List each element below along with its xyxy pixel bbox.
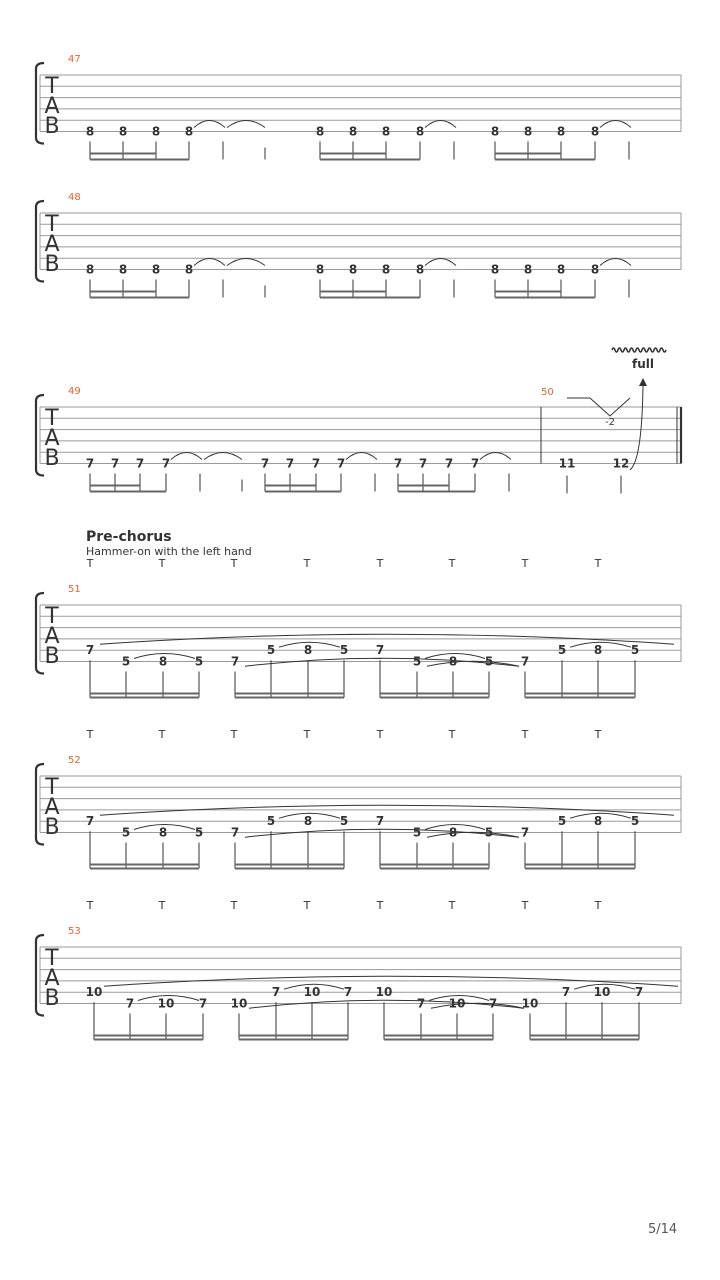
fret-number: 10 [593, 985, 611, 1000]
tap-mark: T [521, 899, 529, 912]
fret-number: 5 [630, 814, 640, 829]
tap-mark: T [594, 728, 602, 741]
measure-number: 53 [68, 926, 81, 937]
fret-number: 8 [415, 262, 425, 277]
tab-clef-letter: B [44, 114, 60, 139]
fret-number: 8 [556, 124, 566, 139]
fret-number: 8 [590, 262, 600, 277]
fret-number: 7 [260, 456, 270, 471]
fret-number: 7 [520, 654, 530, 669]
fret-number: 7 [135, 456, 145, 471]
pre-bend-label: -2 [605, 417, 615, 428]
fret-number: 11 [558, 456, 576, 471]
tap-mark: T [448, 728, 456, 741]
tap-mark: T [303, 557, 311, 570]
tap-mark: T [521, 728, 529, 741]
fret-number: 7 [634, 985, 644, 1000]
measure-number: 51 [68, 584, 81, 595]
fret-number: 8 [523, 262, 533, 277]
fret-number: 10 [303, 985, 321, 1000]
tab-clef-letter: A [44, 795, 60, 820]
tap-mark: T [158, 557, 166, 570]
tab-clef-letter: T [45, 946, 59, 971]
tie-arc [425, 121, 456, 128]
tap-mark: T [376, 728, 384, 741]
fret-number: 7 [271, 985, 281, 1000]
tab-clef-letter: B [44, 252, 60, 277]
fret-number: 8 [315, 262, 325, 277]
measure-number: 52 [68, 755, 81, 766]
tab-clef-letter: B [44, 815, 60, 840]
fret-number: 8 [85, 124, 95, 139]
fret-number: 8 [315, 124, 325, 139]
fret-number: 7 [110, 456, 120, 471]
tab-clef-letter: A [44, 232, 60, 257]
fret-number: 7 [85, 456, 95, 471]
tab-clef-letter: T [45, 212, 59, 237]
fret-number: 7 [343, 985, 353, 1000]
tab-clef-letter: B [44, 986, 60, 1011]
tap-mark: T [376, 557, 384, 570]
fret-number: 7 [488, 996, 498, 1011]
measure-number: 48 [68, 192, 81, 203]
fret-number: 8 [381, 262, 391, 277]
tap-mark: T [86, 899, 94, 912]
fret-number: 5 [339, 814, 349, 829]
fret-number: 5 [630, 643, 640, 658]
fret-number: 5 [412, 825, 422, 840]
tab-clef-letter: B [44, 644, 60, 669]
measure-number: 47 [68, 54, 81, 65]
fret-number: 7 [393, 456, 403, 471]
fret-number: 7 [125, 996, 135, 1011]
slur-arc [245, 658, 519, 666]
fret-number: 7 [198, 996, 208, 1011]
tab-clef-letter: A [44, 966, 60, 991]
fret-number: 7 [444, 456, 454, 471]
fret-number: 5 [412, 654, 422, 669]
fret-number: 8 [523, 124, 533, 139]
fret-number: 8 [415, 124, 425, 139]
tap-mark: T [303, 899, 311, 912]
fret-number: 8 [85, 262, 95, 277]
fret-number: 12 [612, 456, 630, 471]
fret-number: 8 [381, 124, 391, 139]
bend-arrow [630, 385, 643, 470]
section-title: Pre-chorus [86, 529, 172, 545]
fret-number: 7 [375, 643, 385, 658]
fret-number: 7 [285, 456, 295, 471]
fret-number: 7 [336, 456, 346, 471]
fret-number: 7 [416, 996, 426, 1011]
fret-number: 5 [484, 654, 494, 669]
fret-number: 8 [490, 124, 500, 139]
tie-arc [600, 121, 631, 128]
tap-mark: T [303, 728, 311, 741]
fret-number: 8 [593, 814, 603, 829]
tap-mark: T [521, 557, 529, 570]
fret-number: 8 [490, 262, 500, 277]
tie-arc [480, 453, 511, 460]
tab-clef-letter: T [45, 406, 59, 431]
fret-number: 8 [593, 643, 603, 658]
fret-number: 8 [158, 654, 168, 669]
fret-number: 8 [590, 124, 600, 139]
fret-number: 8 [184, 124, 194, 139]
tie-arc [227, 259, 265, 266]
tie-arc [600, 259, 631, 266]
fret-number: 5 [194, 825, 204, 840]
tie-arc [194, 121, 225, 128]
tab-clef-letter: T [45, 74, 59, 99]
fret-number: 7 [470, 456, 480, 471]
measure-number: 50 [541, 387, 554, 398]
fret-number: 8 [184, 262, 194, 277]
fret-number: 7 [161, 456, 171, 471]
fret-number: 5 [557, 814, 567, 829]
bend-label: full [632, 357, 654, 371]
vibrato-wave [612, 348, 666, 352]
tie-arc [204, 453, 242, 460]
section-subtitle: Hammer-on with the left hand [86, 545, 252, 558]
fret-number: 5 [484, 825, 494, 840]
fret-number: 8 [303, 814, 313, 829]
tap-mark: T [86, 557, 94, 570]
tie-arc [425, 259, 456, 266]
fret-number: 7 [85, 814, 95, 829]
tap-mark: T [448, 899, 456, 912]
fret-number: 5 [266, 643, 276, 658]
tap-mark: T [448, 557, 456, 570]
fret-number: 7 [520, 825, 530, 840]
tab-clef-letter: T [45, 604, 59, 629]
slur-arc [249, 1000, 523, 1008]
measure-number: 49 [68, 386, 81, 397]
fret-number: 8 [158, 825, 168, 840]
fret-number: 5 [339, 643, 349, 658]
fret-number: 8 [448, 825, 458, 840]
tap-mark: T [158, 728, 166, 741]
fret-number: 7 [418, 456, 428, 471]
tap-mark: T [594, 899, 602, 912]
fret-number: 7 [311, 456, 321, 471]
fret-number: 7 [375, 814, 385, 829]
fret-number: 10 [157, 996, 175, 1011]
tie-arc [227, 121, 265, 128]
fret-number: 8 [348, 124, 358, 139]
fret-number: 8 [151, 262, 161, 277]
fret-number: 7 [230, 654, 240, 669]
tab-clef-letter: A [44, 94, 60, 119]
tab-clef-letter: A [44, 624, 60, 649]
fret-number: 7 [561, 985, 571, 1000]
tab-clef-letter: T [45, 775, 59, 800]
tie-arc [194, 259, 225, 266]
fret-number: 8 [118, 262, 128, 277]
fret-number: 8 [348, 262, 358, 277]
fret-number: 5 [266, 814, 276, 829]
tap-mark: T [376, 899, 384, 912]
fret-number: 10 [230, 996, 248, 1011]
tap-mark: T [594, 557, 602, 570]
tab-clef-letter: A [44, 426, 60, 451]
tap-mark: T [158, 899, 166, 912]
fret-number: 10 [521, 996, 539, 1011]
page-number: 5/14 [648, 1222, 678, 1237]
tie-arc [171, 453, 202, 460]
bend-arrow-head [639, 378, 647, 386]
fret-number: 7 [230, 825, 240, 840]
fret-number: 8 [118, 124, 128, 139]
tap-mark: T [230, 728, 238, 741]
fret-number: 8 [448, 654, 458, 669]
fret-number: 5 [557, 643, 567, 658]
fret-number: 8 [151, 124, 161, 139]
fret-number: 8 [556, 262, 566, 277]
fret-number: 10 [375, 985, 393, 1000]
tie-arc [346, 453, 377, 460]
fret-number: 8 [303, 643, 313, 658]
fret-number: 10 [448, 996, 466, 1011]
fret-number: 5 [121, 654, 131, 669]
tap-mark: T [230, 557, 238, 570]
tap-mark: T [230, 899, 238, 912]
fret-number: 7 [85, 643, 95, 658]
fret-number: 5 [194, 654, 204, 669]
tab-clef-letter: B [44, 446, 60, 471]
slur-arc [245, 829, 519, 837]
fret-number: 5 [121, 825, 131, 840]
tap-mark: T [86, 728, 94, 741]
fret-number: 10 [85, 985, 103, 1000]
